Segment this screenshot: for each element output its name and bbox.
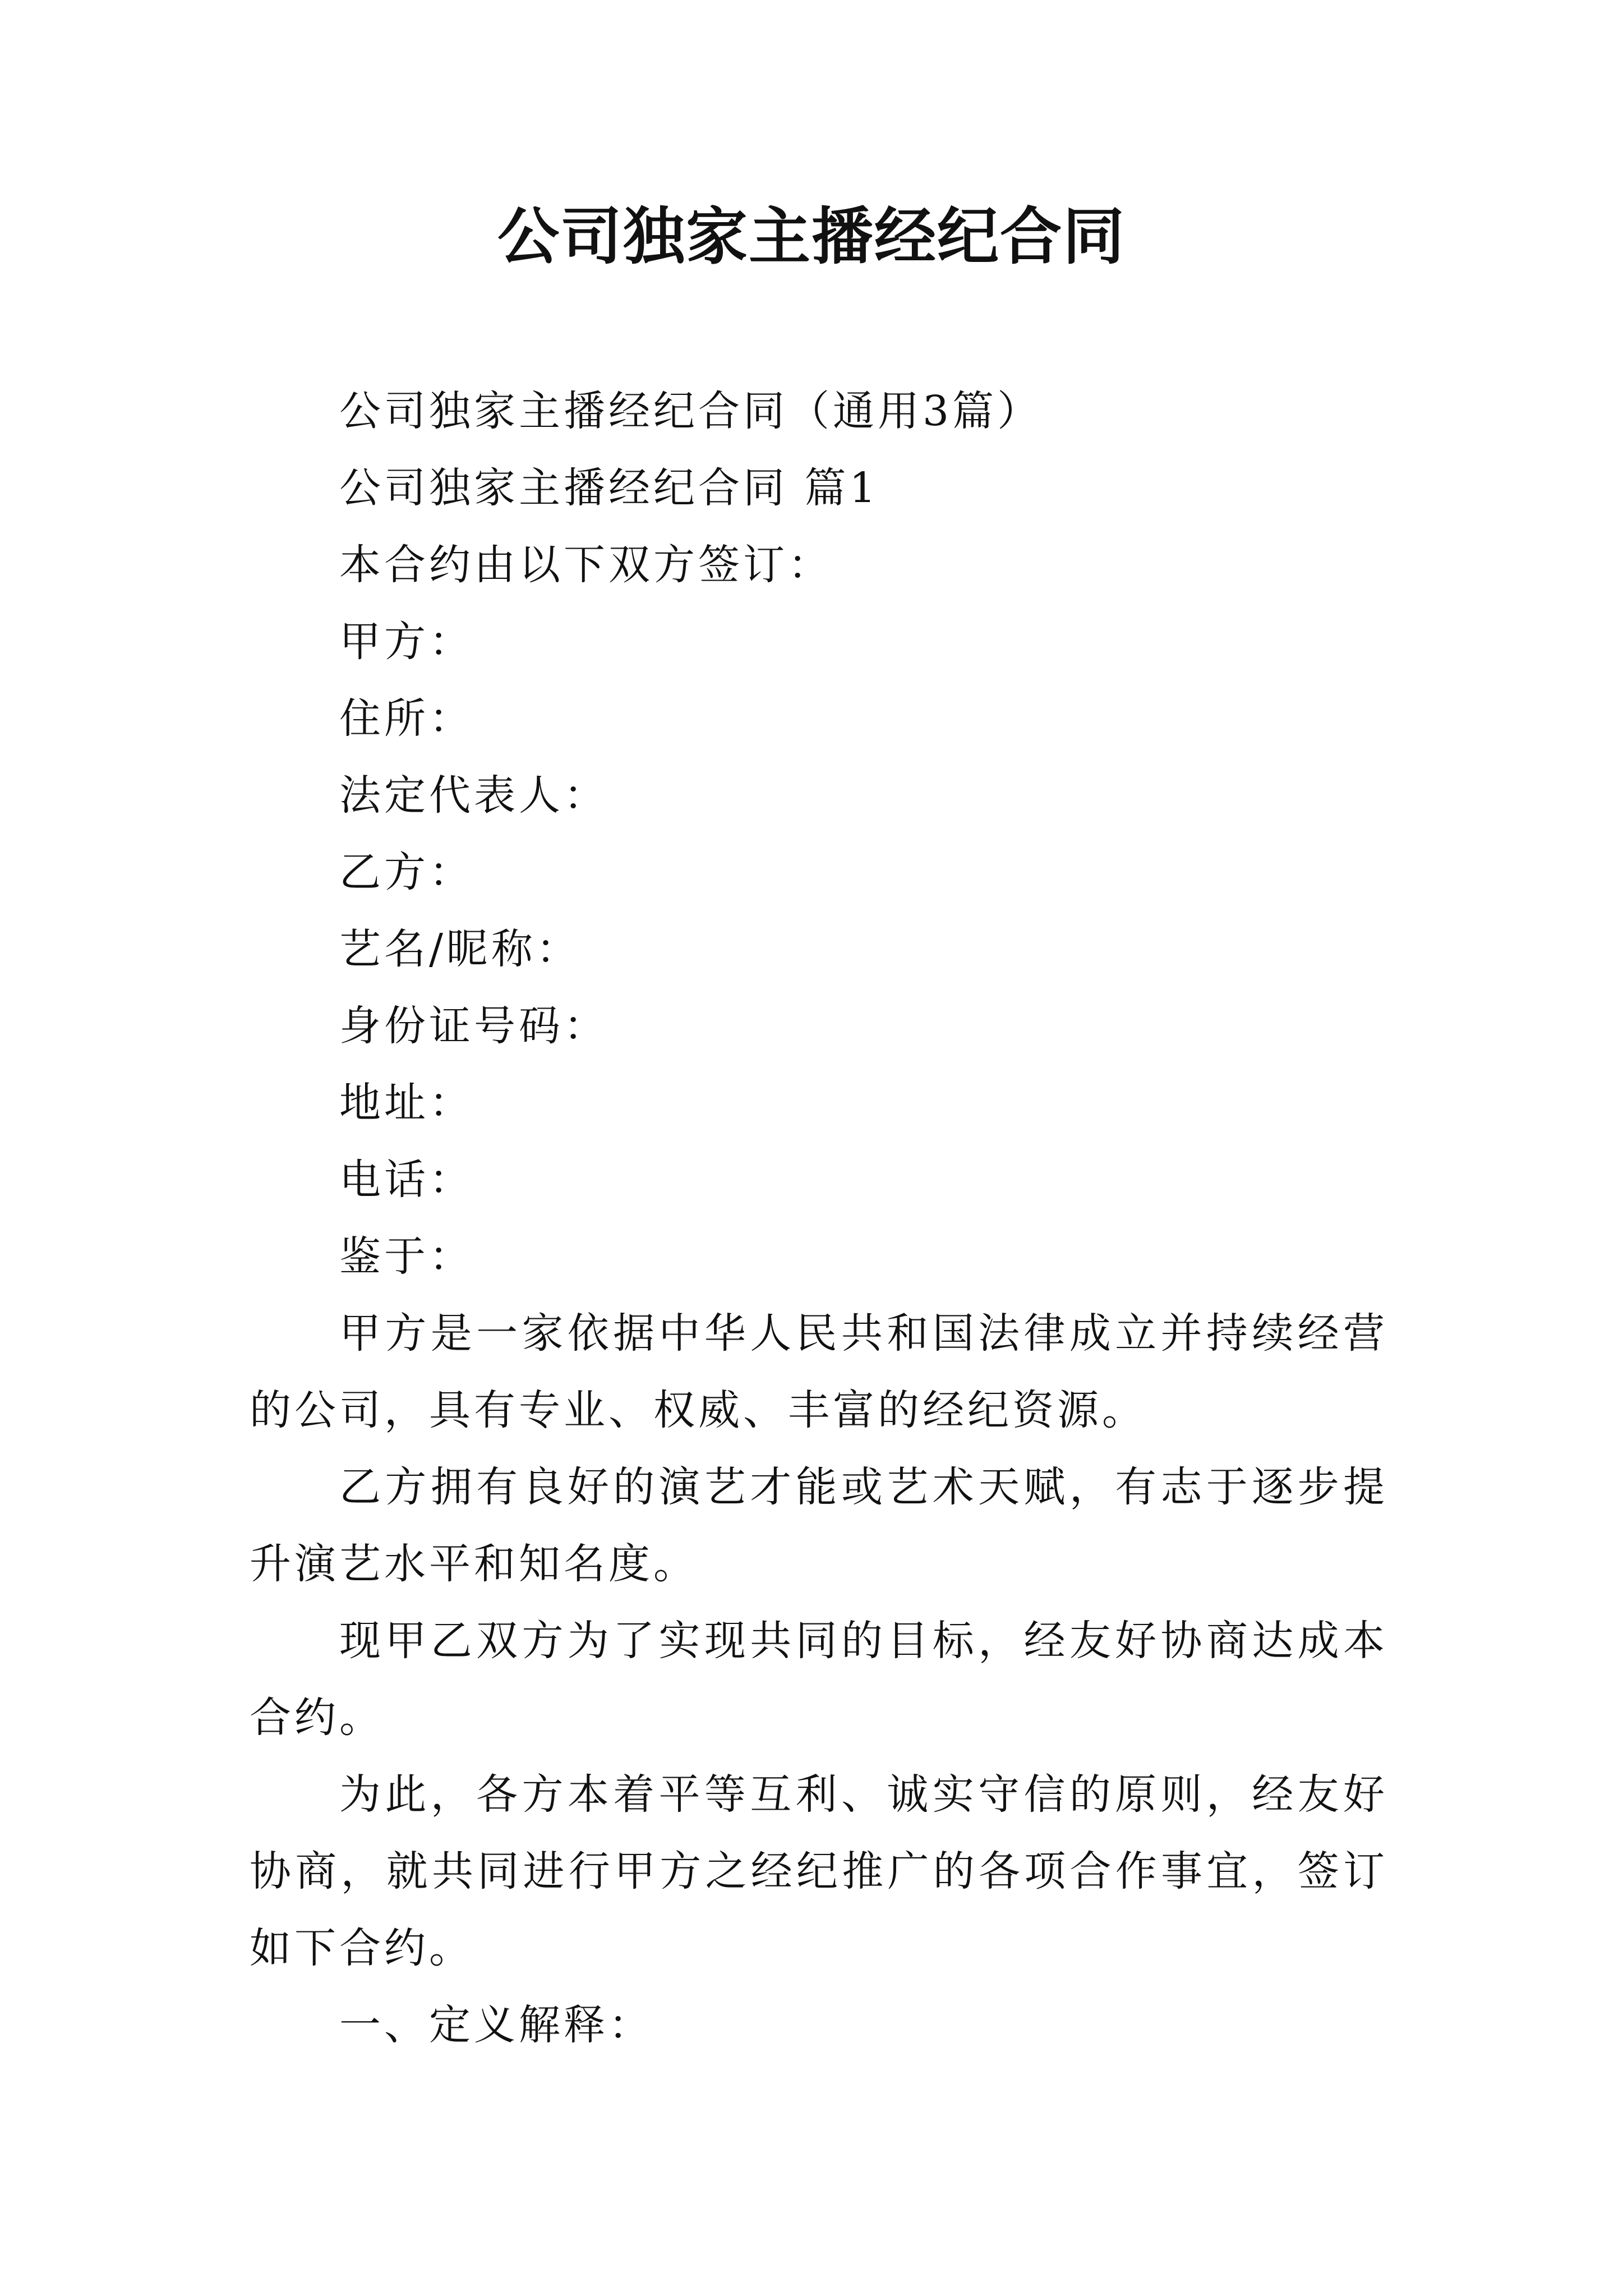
stage-name-field: 艺名/昵称： bbox=[339, 925, 581, 973]
party-b-field: 乙方： bbox=[339, 848, 474, 896]
paragraph-agreement: 现甲乙双方为了实现共同的目标，经友好协商达成本合约。 bbox=[250, 1617, 1388, 1742]
document-title: 公司独家主播经纪合同 bbox=[497, 200, 1126, 273]
section-heading: 一、定义解释： bbox=[339, 2001, 653, 2049]
section-title-line: 公司独家主播经纪合同 篇1 bbox=[339, 464, 879, 512]
location-field: 地址： bbox=[339, 1079, 474, 1127]
whereas-line: 鉴于： bbox=[339, 1232, 474, 1281]
id-number-field: 身份证号码： bbox=[339, 1002, 608, 1050]
paragraph-party-b: 乙方拥有良好的演艺才能或艺术天赋，有志于逐步提升演艺水平和知名度。 bbox=[250, 1463, 1388, 1588]
legal-rep-field: 法定代表人： bbox=[339, 771, 608, 820]
paragraph-principles: 为此，各方本着平等互利、诚实守信的原则，经友好协商，就共同进行甲方之经纪推广的各项合作事宜，签订如下合约。 bbox=[250, 1770, 1388, 1972]
phone-field: 电话： bbox=[339, 1156, 474, 1204]
party-a-field: 甲方： bbox=[339, 618, 474, 666]
document-body bbox=[250, 373, 1388, 2064]
subtitle-line: 公司独家主播经纪合同（通用3篇） bbox=[339, 387, 1043, 435]
address-field: 住所： bbox=[339, 694, 474, 743]
paragraph-party-a: 甲方是一家依据中华人民共和国法律成立并持续经营的公司，具有专业、权威、丰富的经纪资源。 bbox=[250, 1309, 1388, 1434]
intro-line: 本合约由以下双方签订： bbox=[339, 541, 833, 589]
